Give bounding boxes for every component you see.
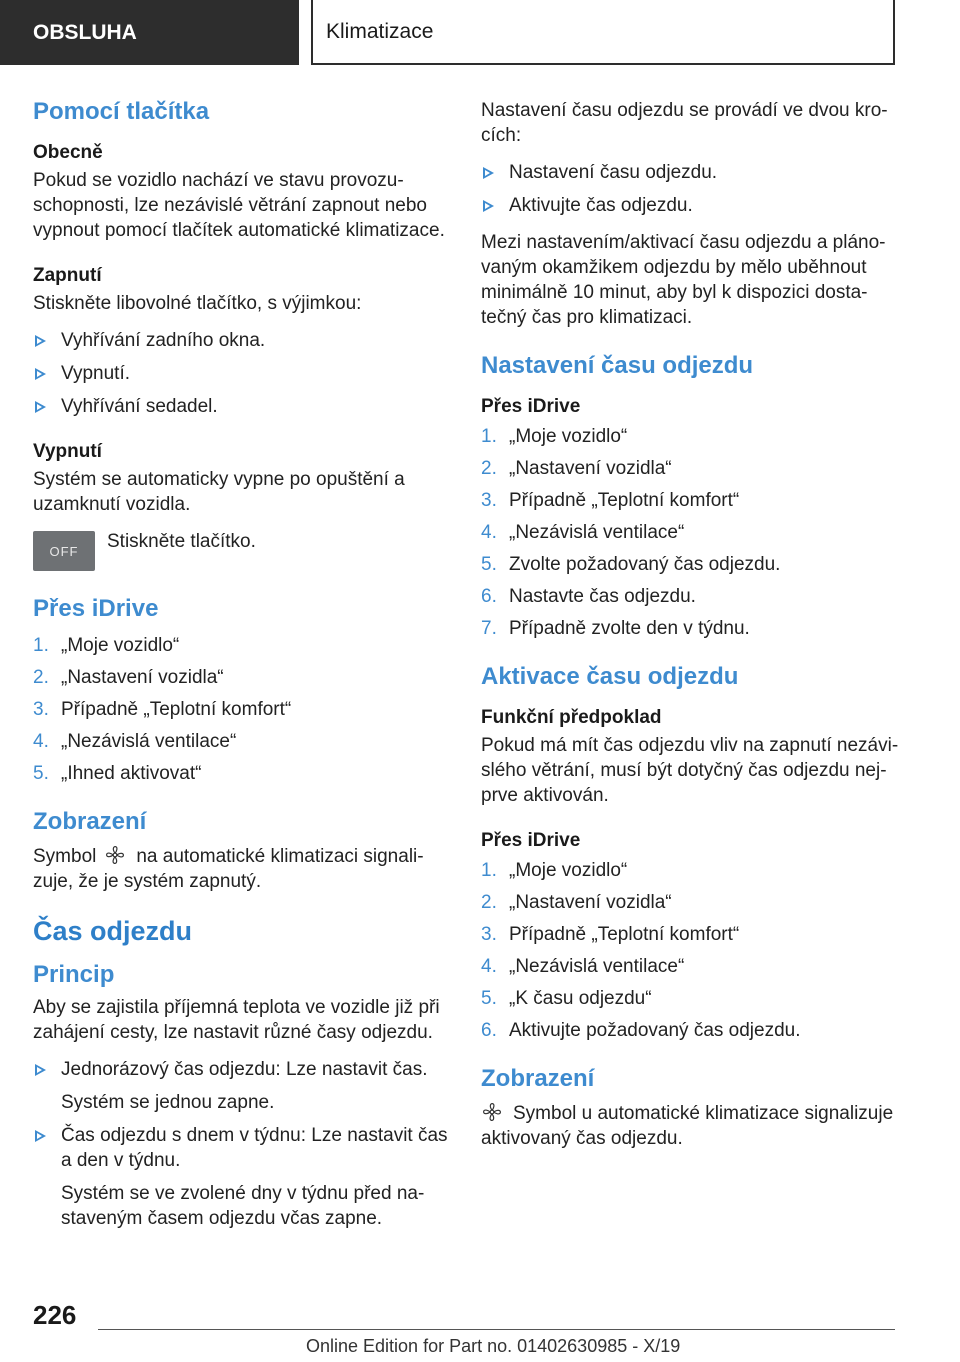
section-tab [0,0,299,65]
bullet-triangle-icon [35,1130,46,1142]
list-item: Aktivujte čas odjezdu. [481,193,901,218]
list-item: 1. „Moje vozidlo“ [33,635,180,656]
fan-clock-icon [481,1101,503,1123]
display-right-text: Symbol u automatické klimatizace signalizuje aktivovaný čas odjezdu. [481,1103,894,1149]
switch-on-text: Stiskněte libovolné tlačítko, s výjimkou: [33,293,362,314]
heading-prerequisite: Funkční předpoklad [481,707,662,728]
bullet-triangle-icon [483,200,494,212]
list-item: Vyhřívání sedadel. [33,394,448,419]
heading-activate-departure: Aktivace času odjezdu [481,663,739,690]
list-item: Nastavení času odjezdu. [481,160,901,185]
switch-off-text: Systém se automaticky vypne po opuštění a uzamknutí vozidla. [33,469,405,515]
bullet-triangle-icon [35,368,46,380]
heading-general: Obecně [33,142,103,163]
list-item: 5. „Ihned aktivovat“ [33,763,202,784]
list-item: Vypnutí. [33,361,448,386]
intro-steps [481,160,901,218]
switch-on-exceptions [33,328,448,419]
list-item: 2. „Nastavení vozidla“ [33,667,224,688]
chapter-tab [311,0,895,65]
prerequisite-text: Pokud má mít čas odjezdu vliv na zapnutí nezávi-slého větrání, musí být dotyčný čas odjezdu nej-prve aktivován. [481,735,899,806]
edition-text: Online Edition for Part no. 01402630985 - X/19 [306,1336,681,1356]
list-item: 7. Případně zvolte den v týdnu. [481,618,750,639]
bullet-triangle-icon [35,335,46,347]
left-column [33,98,448,1253]
list-item: 1. „Moje vozidlo“ [481,860,628,881]
note-text: Mezi nastavením/aktivací času odjezdu a pláno-vaným okamžikem odjezdu by mělo uběhnout minimálně 10 minut, aby byl k dispozici dosta-tečný čas pro klimatizaci. [481,232,886,328]
heading-switch-on: Zapnutí [33,265,102,286]
list-item: Čas odjezdu s dnem v týdnu: Lze nastavit čas a den v týdnu. Systém se ve zvolené dny v týdnu před na-staveným časem odjezdu včas zapne. [33,1123,448,1231]
heading-departure-time: Čas odjezdu [33,916,193,946]
right-column [481,98,901,1173]
heading-activate-idrive: Přes iDrive [481,830,581,851]
list-item: 6. Nastavte čas odjezdu. [481,586,696,607]
display-text: Symbol na automatické klimatizaci signali-zuje, že je systém zapnutý. [33,846,424,892]
list-item: 2. „Nastavení vozidla“ [481,458,672,479]
list-item: 4. „Nezávislá ventilace“ [33,731,237,752]
off-button-text: Stiskněte tlačítko. [107,531,256,552]
list-item: 3. Případně „Teplotní komfort“ [481,490,740,511]
list-item: 3. Případně „Teplotní komfort“ [33,699,292,720]
footer-divider [98,1329,895,1330]
heading-display-right: Zobrazení [481,1065,595,1092]
chapter-label: Klimatizace [326,19,434,43]
list-item: 5. Zvolte požadovaný čas odjezdu. [481,554,781,575]
heading-switch-off: Vypnutí [33,441,102,462]
idrive-steps [33,633,448,786]
fan-icon [104,844,126,866]
list-item: 4. „Nezávislá ventilace“ [481,522,685,543]
bullet-triangle-icon [35,401,46,413]
intro-text: Nastavení času odjezdu se provádí ve dvou kro-cích: [481,100,888,146]
principle-text: Aby se zajistila příjemná teplota ve vozidle již při zahájení cesty, lze nastavit různé časy odjezdu. [33,997,440,1043]
list-item: 6. Aktivujte požadovaný čas odjezdu. [481,1020,801,1041]
heading-set-idrive: Přes iDrive [481,396,581,417]
list-item: Vyhřívání zadního okna. [33,328,448,353]
bullet-triangle-icon [483,167,494,179]
set-departure-steps [481,424,901,641]
off-button-icon: OFF [33,531,95,571]
list-item: 2. „Nastavení vozidla“ [481,892,672,913]
activate-steps [481,858,901,1043]
heading-idrive: Přes iDrive [33,595,159,622]
section-label: OBSLUHA [33,20,137,44]
principle-list [33,1057,448,1231]
page-number: 226 [33,1300,77,1330]
heading-principle: Princip [33,961,115,988]
list-item: 1. „Moje vozidlo“ [481,426,628,447]
heading-button: Pomocí tlačítka [33,98,210,125]
off-button-row [33,529,448,571]
list-item: 3. Případně „Teplotní komfort“ [481,924,740,945]
heading-display: Zobrazení [33,808,147,835]
list-item: 5. „K času odjezdu“ [481,988,652,1009]
bullet-triangle-icon [35,1064,46,1076]
list-item: 4. „Nezávislá ventilace“ [481,956,685,977]
heading-set-departure: Nastavení času odjezdu [481,352,754,379]
list-item: Jednorázový čas odjezdu: Lze nastavit čas. Systém se jednou zapne. [33,1057,448,1115]
general-text: Pokud se vozidlo nachází ve stavu provozu-schopnosti, lze nezávislé větrání zapnout nebo vypnout pomocí tlačítek automatické klimatizace. [33,170,445,241]
